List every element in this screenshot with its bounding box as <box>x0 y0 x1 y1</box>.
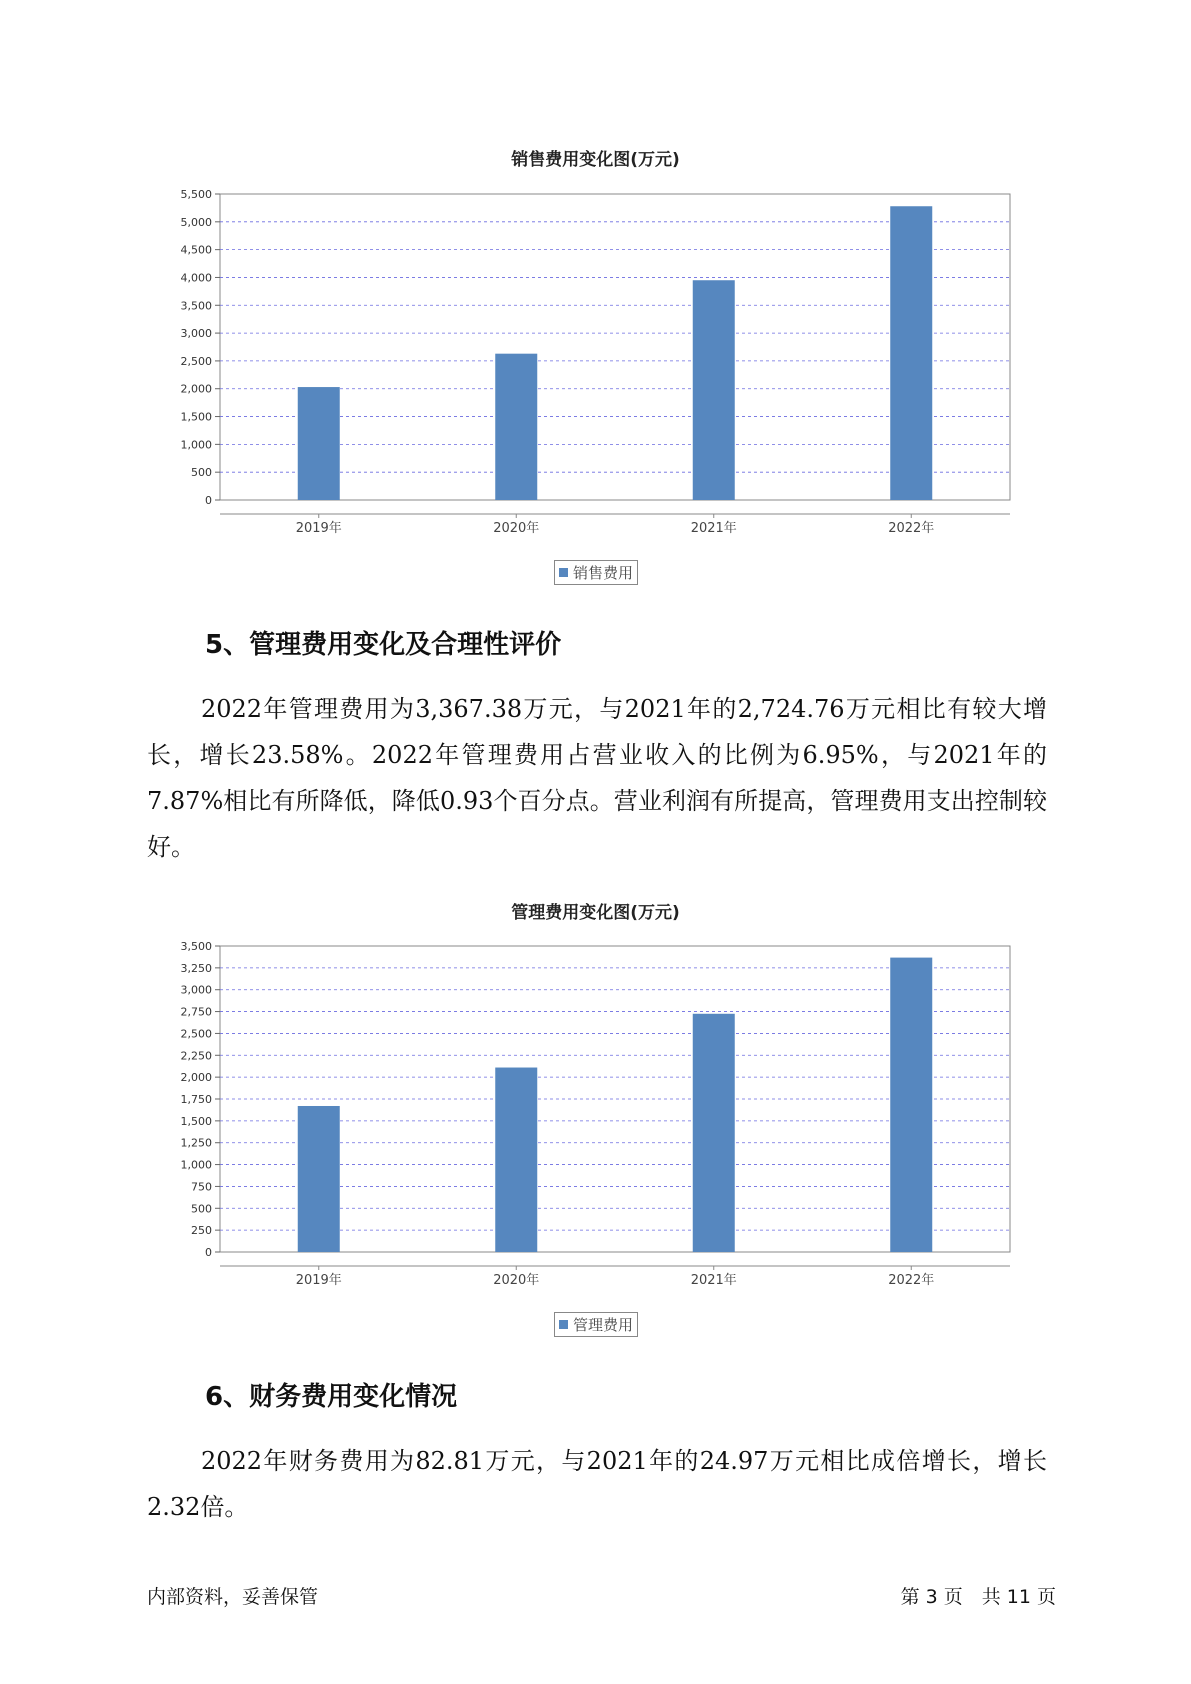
x-tick-label: 2020年 <box>493 521 540 536</box>
section-5-paragraph <box>147 686 1047 870</box>
bar <box>495 1068 537 1252</box>
paragraph-text: 2022年管理费用为3,367.38万元，与2021年的2,724.76万元相比有较大增长，增长23.58%。2022年管理费用占营业收入的比例为6.95%，与2021年的7.87%相比有所降低，降低0.93个百分点。营业利润有所提高，管理费用支出控制较好。 <box>147 695 1047 861</box>
section-6-heading: 6、财务费用变化情况 <box>205 1382 458 1412</box>
y-tick-label: 2,500 <box>180 354 212 368</box>
x-tick-label: 2019年 <box>295 1273 342 1288</box>
section-5-heading: 5、管理费用变化及合理性评价 <box>205 630 562 660</box>
y-tick-label: 2,500 <box>180 1027 212 1041</box>
y-tick-label: 2,750 <box>180 1005 212 1019</box>
y-tick-label: 2,000 <box>180 1071 212 1085</box>
y-tick-label: 1,500 <box>180 410 212 424</box>
y-tick-label: 250 <box>191 1224 212 1238</box>
legend-label: 销售费用 <box>573 564 634 582</box>
y-tick-label: 4,500 <box>180 243 212 257</box>
x-tick-label: 2019年 <box>295 521 342 536</box>
legend-swatch <box>559 568 568 577</box>
y-tick-label: 3,000 <box>180 327 212 341</box>
paragraph-text: 2022年财务费用为82.81万元，与2021年的24.97万元相比成倍增长，增长2.32倍。 <box>147 1447 1047 1521</box>
x-tick-label: 2021年 <box>690 1273 737 1288</box>
bar <box>298 387 340 500</box>
x-tick-label: 2022年 <box>888 521 935 536</box>
sales-expense-chart <box>160 180 1030 555</box>
chart-title-admin: 管理费用变化图(万元) <box>511 903 680 923</box>
y-tick-label: 3,500 <box>180 299 212 313</box>
bar <box>298 1106 340 1252</box>
chart-title-sales: 销售费用变化图(万元) <box>511 150 680 170</box>
y-tick-label: 1,250 <box>180 1136 212 1150</box>
y-tick-label: 3,500 <box>180 940 212 953</box>
legend-label: 管理费用 <box>573 1316 634 1334</box>
section-6-paragraph <box>147 1438 1047 1530</box>
y-tick-label: 2,250 <box>180 1049 212 1063</box>
y-tick-label: 1,000 <box>180 1158 212 1172</box>
y-tick-label: 5,000 <box>180 215 212 229</box>
y-tick-label: 750 <box>191 1180 212 1194</box>
chart-legend-sales <box>554 560 638 585</box>
y-tick-label: 3,250 <box>180 961 212 975</box>
x-tick-label: 2021年 <box>690 521 737 536</box>
x-tick-label: 2020年 <box>493 1273 540 1288</box>
footer-confidential: 内部资料，妥善保管 <box>147 1586 319 1608</box>
legend-swatch <box>559 1320 568 1329</box>
y-tick-label: 0 <box>205 1246 212 1259</box>
bar <box>693 280 735 500</box>
y-tick-label: 0 <box>205 494 212 507</box>
y-tick-label: 1,750 <box>180 1093 212 1106</box>
chart-legend-admin <box>554 1312 638 1337</box>
y-tick-label: 500 <box>191 1202 212 1216</box>
y-tick-label: 500 <box>191 466 212 480</box>
admin-expense-chart <box>160 932 1030 1307</box>
x-tick-label: 2022年 <box>888 1273 935 1288</box>
y-tick-label: 1,500 <box>180 1114 212 1128</box>
y-tick-label: 5,500 <box>180 188 212 201</box>
bar <box>890 958 932 1252</box>
bar <box>495 354 537 500</box>
bar <box>890 206 932 500</box>
y-tick-label: 2,000 <box>180 382 212 396</box>
footer-page-number: 第 3 页 共 11 页 <box>900 1586 1056 1608</box>
y-tick-label: 3,000 <box>180 983 212 997</box>
y-tick-label: 4,000 <box>180 271 212 285</box>
y-tick-label: 1,000 <box>180 438 212 452</box>
bar <box>693 1014 735 1252</box>
